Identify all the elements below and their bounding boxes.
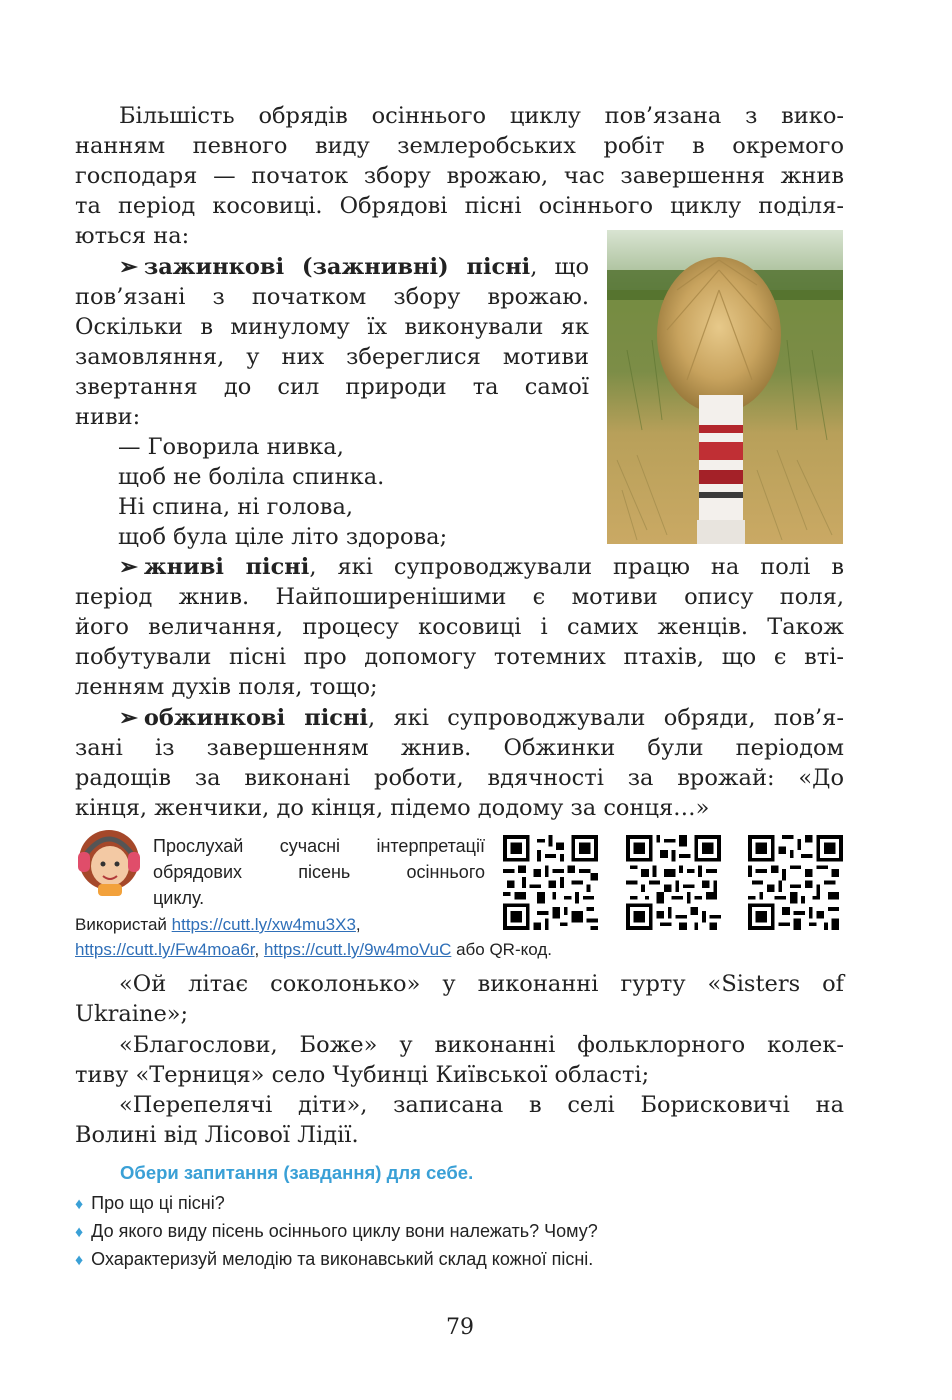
arrow-bullet-icon: ➢ [119,554,138,580]
zazhynkovi-paragraph [75,252,589,432]
headphones-girl-icon [72,824,146,898]
text-line [75,703,844,733]
use-label: Використай [75,915,167,934]
separator: , [355,915,361,934]
qr-code[interactable] [748,835,843,930]
separator: , [254,940,264,959]
text-line: Прослухай сучасні інтерпретації [153,836,485,856]
text-fragment: , що [530,254,589,280]
diamond-bullet-icon: ♦ [75,1224,84,1241]
verse-line: — Говорила нивка, [118,434,344,460]
arrow-bullet-icon: ➢ [119,254,138,280]
link-1[interactable]: https://cutt.ly/xw4mu3X3 [171,915,356,934]
song-1 [75,969,844,1029]
text-line: нанням певного виду землеробських робіт в окремого [75,133,844,159]
term-bold: зажинкові (зажнивні) пісні [143,254,531,280]
text-line [75,552,844,582]
qr-code[interactable] [503,835,598,930]
text-line [75,252,589,282]
diamond-bullet-icon: ♦ [75,1196,84,1213]
term-bold: жниві пісні [143,554,310,580]
text-line: циклу. [153,888,205,908]
song-3 [75,1090,844,1150]
text-line: його величання, процесу косовиці і самих женців. Також [75,614,844,640]
links-tail: або QR-код. [451,940,552,959]
arrow-bullet-icon: ➢ [119,705,138,731]
wheat-sheaf-photo [607,230,843,544]
diamond-bullet-icon: ♦ [75,1252,84,1269]
text-line: ленням духів поля, тощо; [75,674,378,700]
text-line: обрядових пісень осіннього [153,862,485,882]
text-line: тиву «Терниця» село Чубинці Київської області; [75,1062,650,1088]
text-line: «Благослови, Боже» у виконанні фольклорного колек- [119,1032,844,1058]
questions-list [75,1190,598,1274]
text-line: зані із завершенням жнив. Обжинки були періодом [75,735,844,761]
text-line: Більшість обрядів осіннього циклу пов’язана з вико- [119,103,844,129]
obzhynkovi-paragraph [75,703,844,823]
question-item [75,1218,598,1246]
song-2 [75,1030,844,1090]
text-line: період жнив. Найпоширенішими є мотиви опису поля, [75,584,844,610]
question-text: Про що ці пісні? [91,1193,225,1213]
question-text: Охарактеризуй мелодію та виконавський склад кожної пісні. [91,1249,594,1269]
text-line: побутували пісні про допомогу тотемних птахів, що є вті- [75,644,844,670]
text-line: Оскільки в минулому їх виконували як [75,314,589,340]
text-line: ються на: [75,223,190,249]
text-line: радощів за виконані роботи, вдячності за врожай: «До [75,765,844,791]
page-number: 79 [446,1315,474,1340]
text-line: Ukraine»; [75,1001,189,1027]
text-line: та період косовиці. Обрядові пісні осіннього циклу поділя- [75,193,844,219]
text-fragment: , які супроводжували працю на полі в [309,554,844,580]
question-text: До якого виду пісень осіннього циклу вони належать? Чому? [91,1221,598,1241]
link-2[interactable]: https://cutt.ly/Fw4moa6r [75,940,255,959]
listen-instruction [153,833,485,911]
term-bold: обжинкові пісні [143,705,368,731]
text-line [75,938,775,962]
text-line: «Ой літає соколонько» у виконанні гурту «Sisters of [119,971,844,997]
intro-paragraph [75,101,844,251]
question-item [75,1190,598,1218]
link-3[interactable]: https://cutt.ly/9w4moVuC [263,940,452,959]
text-line: замовляння, у них збереглися мотиви [75,344,589,370]
verse-line: щоб була ціле літо здорова; [118,524,448,550]
text-line: Волині від Лісової Лідії. [75,1122,359,1148]
questions-heading: Обери запитання (завдання) для себе. [120,1162,474,1183]
verse-line: щоб не боліла спинка. [118,464,385,490]
text-line [75,913,505,937]
text-line: господаря — початок збору врожаю, час завершення жнив [75,163,844,189]
text-fragment: , які супроводжували обряди, пов’я- [367,705,844,731]
zhnyvni-paragraph [75,552,844,702]
qr-code[interactable] [626,835,721,930]
use-links [75,913,505,937]
text-line: кінця, женчики, до кінця, підемо додому за сонця…» [75,795,710,821]
text-line: ниви: [75,404,141,430]
use-links [75,938,775,962]
text-line: «Перепелячі діти», записана в селі Борисковичі на [119,1092,844,1118]
text-line: пов’язані з початком збору врожаю. [75,284,589,310]
question-item [75,1246,598,1274]
verse-line: Ні спина, ні голова, [118,494,354,520]
text-line: звертання до сил природи та самої [75,374,589,400]
